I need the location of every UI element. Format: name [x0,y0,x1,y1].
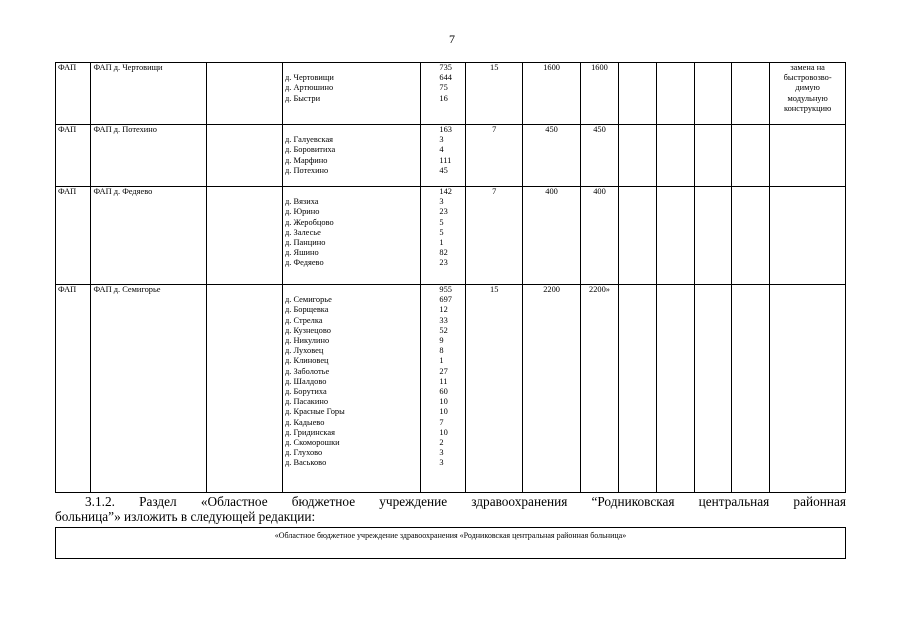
cell-line: 2 [439,438,444,448]
cell-line: конструкцию [783,103,832,113]
cell-line: 5 [439,227,444,237]
cell-line: д. Скоморошки [285,438,340,448]
cell-empty [694,63,732,125]
cell-line: 23 [439,258,448,268]
cell-line: 16 [439,93,448,103]
cell-population [421,285,466,493]
cell-facility-name: ФАП д. Семигорье [91,285,207,493]
cell-empty [618,125,656,187]
table-row [56,63,846,125]
cell-empty [694,285,732,493]
cell-line: 4 [439,145,444,155]
cell-empty [694,187,732,285]
cell-value-2: 1600 [523,63,581,125]
cell-line: димую [795,83,820,93]
cell-value-1: 7 [466,187,523,285]
cell-value-1: 7 [466,125,523,187]
cell-line: д. Стрелка [285,315,323,325]
cell-empty [656,285,694,493]
table-row [56,285,846,493]
table-row [56,187,846,285]
cell-empty [732,125,770,187]
cell-line: 142 [439,187,452,196]
cell-line: д. Чертовищи [285,73,334,83]
cell-line: д. Вязиха [285,197,319,207]
cell-line: д. Гридинская [285,427,335,437]
cell-line: д. Жеробцово [285,217,334,227]
cell-line: 955 [439,285,452,294]
cell-line: д. Борутиха [285,387,327,397]
cell-empty [694,125,732,187]
cell-line: модульную [787,93,828,103]
cell-population [421,63,466,125]
amendment-paragraph [55,494,846,524]
cell-value-2: 450 [523,125,581,187]
cell-value-3: 450 [581,125,619,187]
cell-empty [656,187,694,285]
cell-villages [283,285,421,493]
cell-line: 10 [439,397,448,407]
cell-line: д. Кузнецово [285,325,331,335]
cell-line: 11 [439,376,448,386]
cell-line: д. Артюшино [285,83,334,93]
paragraph-line-1: 3.1.2. Раздел «Областное бюджетное учреждение здравоохранения “Родниковская центральная районная [85,494,846,509]
cell-line: д. Галуевская [285,135,334,145]
cell-line: д. Семигорье [285,295,332,305]
cell-line: 3 [439,135,444,145]
cell-line: 23 [439,207,448,217]
cell-line: 12 [439,305,448,315]
cell-facility-name: ФАП д. Потехино [91,125,207,187]
cell-facility-name: ФАП д. Чертовищи [91,63,207,125]
cell-empty [207,63,283,125]
cell-line: д. Борщевка [285,305,329,315]
cell-line: 5 [439,217,444,227]
cell-empty [656,125,694,187]
cell-type: ФАП [56,285,91,493]
cell-line: д. Луховец [285,346,324,356]
cell-line: 1 [439,356,444,366]
cell-line: 9 [439,336,444,346]
cell-line: д. Панцино [285,238,326,247]
cell-villages [283,125,421,187]
cell-line: д. Быстри [285,93,321,103]
cell-value-3: 400 [581,187,619,285]
cell-line: 3 [439,458,444,468]
cell-line: д. Шалдово [285,376,327,386]
cell-line: 60 [439,387,448,397]
cell-line: 3 [439,448,444,458]
cell-value-1: 15 [466,63,523,125]
cell-value-1: 15 [466,285,523,493]
cell-line: д. Клиновец [285,356,329,366]
village-list [285,63,418,104]
cell-value-2: 2200 [523,285,581,493]
cell-line: д. Заболотье [285,366,330,376]
cell-value-3: 2200» [581,285,619,493]
cell-note [770,187,846,285]
cell-empty [207,187,283,285]
cell-line: 7 [439,417,444,427]
cell-line: 735 [439,63,452,72]
cell-line: д. Пасакино [285,397,329,407]
cell-empty [732,285,770,493]
cell-line: 163 [439,125,452,134]
cell-empty [207,285,283,493]
cell-type: ФАП [56,63,91,125]
cell-empty [618,285,656,493]
cell-line: 33 [439,315,448,325]
cell-note [770,63,846,125]
cell-facility-name: ФАП д. Федяево [91,187,207,285]
cell-line: 10 [439,427,448,437]
cell-line: д. Потехино [285,165,329,175]
cell-villages [283,63,421,125]
village-list [285,187,418,269]
cell-empty [732,63,770,125]
cell-empty [207,125,283,187]
cell-note [770,285,846,493]
cell-note [770,125,846,187]
cell-line: д. Глухово [285,448,323,458]
cell-type: ФАП [56,187,91,285]
cell-empty [618,63,656,125]
cell-line: 75 [439,83,448,93]
cell-line: д. Кадыево [285,417,325,427]
cell-line: 10 [439,407,448,417]
cell-line: 644 [439,73,452,83]
cell-line: 8 [439,346,444,356]
table-row [56,125,846,187]
cell-population [421,125,466,187]
cell-line: д. Федяево [285,258,324,268]
cell-line: д. Яшино [285,248,319,258]
cell-empty [618,187,656,285]
cell-line: 697 [439,295,452,305]
cell-line: д. Залесье [285,227,321,237]
village-list [285,285,418,469]
cell-empty [656,63,694,125]
cell-line: 1 [439,238,444,248]
paragraph-line-2: больница”» изложить в следующей редакции: [55,509,316,524]
cell-value-2: 400 [523,187,581,285]
cell-line: 111 [439,155,452,165]
cell-line: 3 [439,197,444,207]
village-list [285,125,418,176]
cell-empty [732,187,770,285]
cell-line: д. Марфино [285,155,328,165]
cell-population [421,187,466,285]
cell-value-3: 1600 [581,63,619,125]
cell-line: 27 [439,366,448,376]
cell-line: д. Красные Горы [285,407,345,417]
cell-type: ФАП [56,125,91,187]
section-title-box: «Областное бюджетное учреждение здравоохранения «Родниковская центральная районная больница» [55,527,846,559]
cell-line: 45 [439,165,448,175]
facility-table [55,62,846,493]
page-number: 7 [449,32,455,46]
cell-villages [283,187,421,285]
cell-line: быстровозво- [783,73,832,83]
cell-line: 82 [439,248,448,258]
cell-line: д. Юрино [285,207,320,217]
cell-line: д. Боровитиха [285,145,336,155]
cell-line: 52 [439,325,448,335]
cell-line: замена на [790,63,825,72]
cell-line: д. Васьково [285,458,327,468]
cell-line: д. Никулино [285,336,330,345]
